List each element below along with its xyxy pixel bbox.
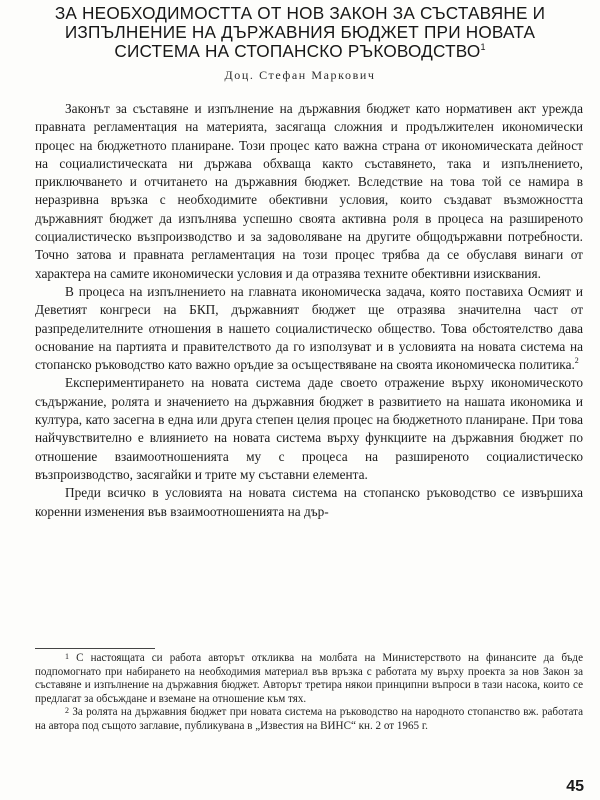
paragraph-1: Законът за съставяне и изпълнение на държавния бюджет като нормативен акт урежда правната регламентация на материята, засягаща сложния и продължителен икономически процес на бюджетното планиране. Този процес като важна страна от икономическата дейност на социалистическата ни държава обхваща както съставянето, така и изпълнението, приключването и отчитането на държавния бюджет. Вследствие на това той се намира в неразривна връзка с необходимите обективни условия, които създават възможността държавният бюджет да изпълнява успешно своята активна роля в процеса на разширеното социалистическо възпроизводство и за задоволяване на другите общодържавни потребности. Точно затова и правната регламентация на този процес трябва да се обуславя винаги от характера на самите икономически условия и да отразява техните обективни изисквания.	[35, 101, 583, 281]
title-line-3	[28, 42, 572, 61]
article-title	[28, 4, 572, 61]
article-body	[35, 100, 583, 521]
footnotes	[35, 652, 583, 734]
footnote-1-number: 1	[65, 652, 69, 661]
footnote-2-text: За ролята на държавния бюджет при новата система на ръководство на народното стопанство вж. работата на автора под същото заглавие, публикувана в „Известия на ВИНС“ кн. 2 от 1965 г.	[35, 706, 583, 732]
footnote-2-reference: 2	[574, 356, 579, 366]
author-name: Доц. Стефан Маркович	[224, 68, 376, 82]
paragraph-2	[35, 283, 583, 374]
title-line-2: ИЗПЪЛНЕНИЕ НА ДЪРЖАВНИЯ БЮДЖЕТ ПРИ НОВАТА	[64, 22, 536, 42]
footnote-2	[35, 706, 583, 733]
paragraph-4: Преди всичко в условията на новата система на стопанско ръководство се извършиха коренни изменения във взаимоотношенията на дър-	[35, 485, 583, 519]
title-footnote-mark: 1	[480, 42, 486, 52]
paragraph-2-text: В процеса на изпълнението на главната икономическа задача, която поставиха Осмият и Деветият конгреси на БКП, държавният бюджет ще отразява значителна част от разпределителните отношения в нашето социалистическо общество. Това обстоятелство дава основание на партията и правителството да го използуват и в условията на новата система на стопанско ръководство като важно оръдие за осъществяване на своята икономическа политика.	[35, 283, 583, 373]
footnote-divider	[35, 648, 155, 649]
footnote-2-number: 2	[65, 706, 69, 716]
footnote-1-text: С настоящата си работа авторът откликва на молбата на Министерството на финансите да бъде подпомогнато при набирането на необходимия материал във връзка с работата му върху проекта за нов Закон за съставяне и изпълнение на държавния бюджет. Авторът третира някои принципни въпроси в тази насока, които се предлагат за обсъждане и вземане на отношение към тях.	[35, 652, 583, 705]
page-number: 45	[566, 778, 584, 795]
title-line-3-text: СИСТЕМА НА СТОПАНСКО РЪКОВОДСТВО	[114, 41, 481, 61]
title-line-1: ЗА НЕОБХОДИМОСТТА ОТ НОВ ЗАКОН ЗА СЪСТАВЯНЕ И	[54, 3, 546, 23]
paragraph-3: Експериментирането на новата система даде своето отражение върху икономическото съдържание, ролята и значението на държавния бюджет в развитието на нашата икономика и култура, като засегна в една или друга степен целия процес на бюджетното планиране. При това найчувствително е влиянието на новата система върху функциите на държавния бюджет по отношение взаимоотношенията му с процеса на разширеното социалистическо възпроизводство, засягайки и трите му съставни елемента.	[35, 375, 583, 482]
footnote-1	[35, 652, 583, 706]
